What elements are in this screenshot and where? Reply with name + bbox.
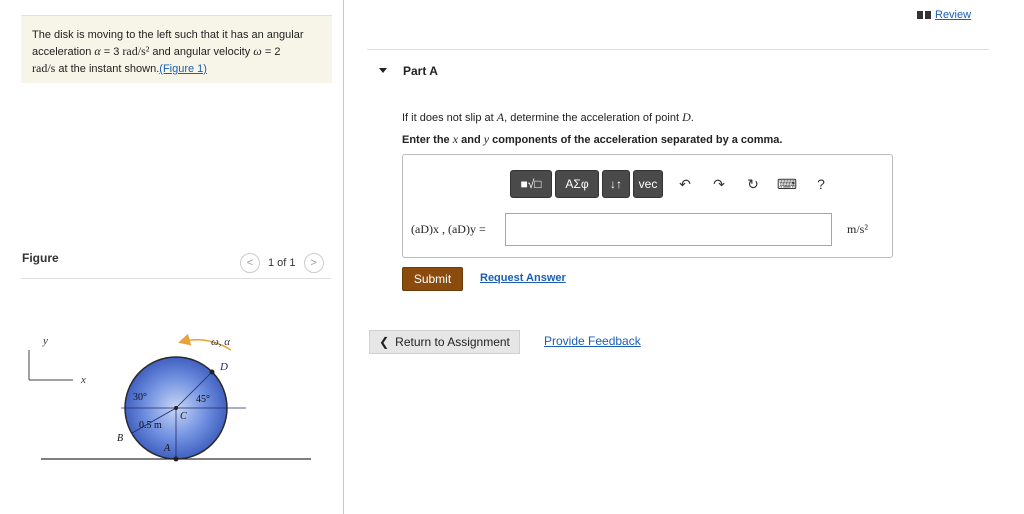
point-a-label: A [164, 443, 171, 454]
figure-link[interactable]: (Figure 1) [159, 63, 207, 75]
angle-30-label: 30° [133, 392, 147, 403]
y-axis-label: y [43, 335, 48, 347]
part-a-title: Part A [403, 64, 438, 78]
pane-divider [343, 0, 344, 514]
radius-label: 0.5 m [139, 420, 162, 431]
provide-feedback-link[interactable]: Provide Feedback [544, 334, 641, 348]
disk-figure [21, 320, 321, 470]
point-d-label: D [220, 361, 228, 373]
book-icon [917, 11, 931, 19]
vector-button[interactable]: vec [633, 170, 663, 198]
acceleration-input[interactable] [505, 213, 832, 246]
chevron-left-icon: ❮ [379, 335, 390, 349]
prev-figure-button[interactable]: < [240, 253, 260, 273]
point-c-label: C [180, 411, 187, 422]
instruction-text: Enter the x and y components of the acceleration separated by a comma. [402, 132, 783, 146]
problem-line-1: The disk is moving to the left such that it has an angular [32, 29, 304, 41]
angle-45-label: 45° [196, 394, 210, 405]
figure-pager [240, 253, 324, 273]
figure-divider [21, 278, 331, 279]
answer-unit: m/s² [847, 222, 868, 236]
help-icon[interactable]: ? [817, 176, 825, 192]
request-answer-link[interactable]: Request Answer [480, 272, 566, 284]
redo-icon[interactable]: ↷ [713, 175, 725, 192]
answer-label: (aD)x , (aD)y = [411, 222, 486, 236]
question-text: If it does not slip at A, determine the acceleration of point D. [402, 110, 694, 124]
point-a-dot [174, 457, 179, 462]
problem-line-3: rad/s at the instant shown.(Figure 1) [32, 61, 207, 75]
next-figure-button[interactable]: > [304, 253, 324, 273]
part-a-header[interactable] [367, 49, 989, 98]
point-d-dot [210, 370, 215, 375]
return-to-assignment-button[interactable]: ❮ Return to Assignment [369, 330, 520, 354]
figure-heading: Figure [22, 251, 59, 265]
reset-icon[interactable]: ↻ [747, 175, 759, 192]
submit-button[interactable]: Submit [402, 267, 463, 291]
keyboard-icon[interactable]: ⌨ [776, 175, 798, 192]
problem-line-2: acceleration α = 3 rad/s² and angular velocity ω = 2 [32, 44, 281, 58]
templates-button[interactable]: ■√□ [510, 170, 552, 198]
caret-down-icon[interactable] [379, 68, 387, 73]
point-b-label: B [117, 433, 124, 444]
figure-page-indicator: 1 of 1 [268, 257, 296, 269]
undo-icon[interactable]: ↶ [679, 175, 691, 192]
problem-statement [21, 15, 332, 83]
arrows-button[interactable]: ↓↑ [602, 170, 630, 198]
x-axis-label: x [81, 374, 86, 386]
omega-alpha-label: ω, α [211, 336, 231, 348]
greek-symbols-button[interactable]: ΑΣφ [555, 170, 599, 198]
center-point-c [174, 406, 178, 410]
math-toolbar [510, 170, 836, 198]
review-link[interactable]: Review [917, 9, 971, 21]
